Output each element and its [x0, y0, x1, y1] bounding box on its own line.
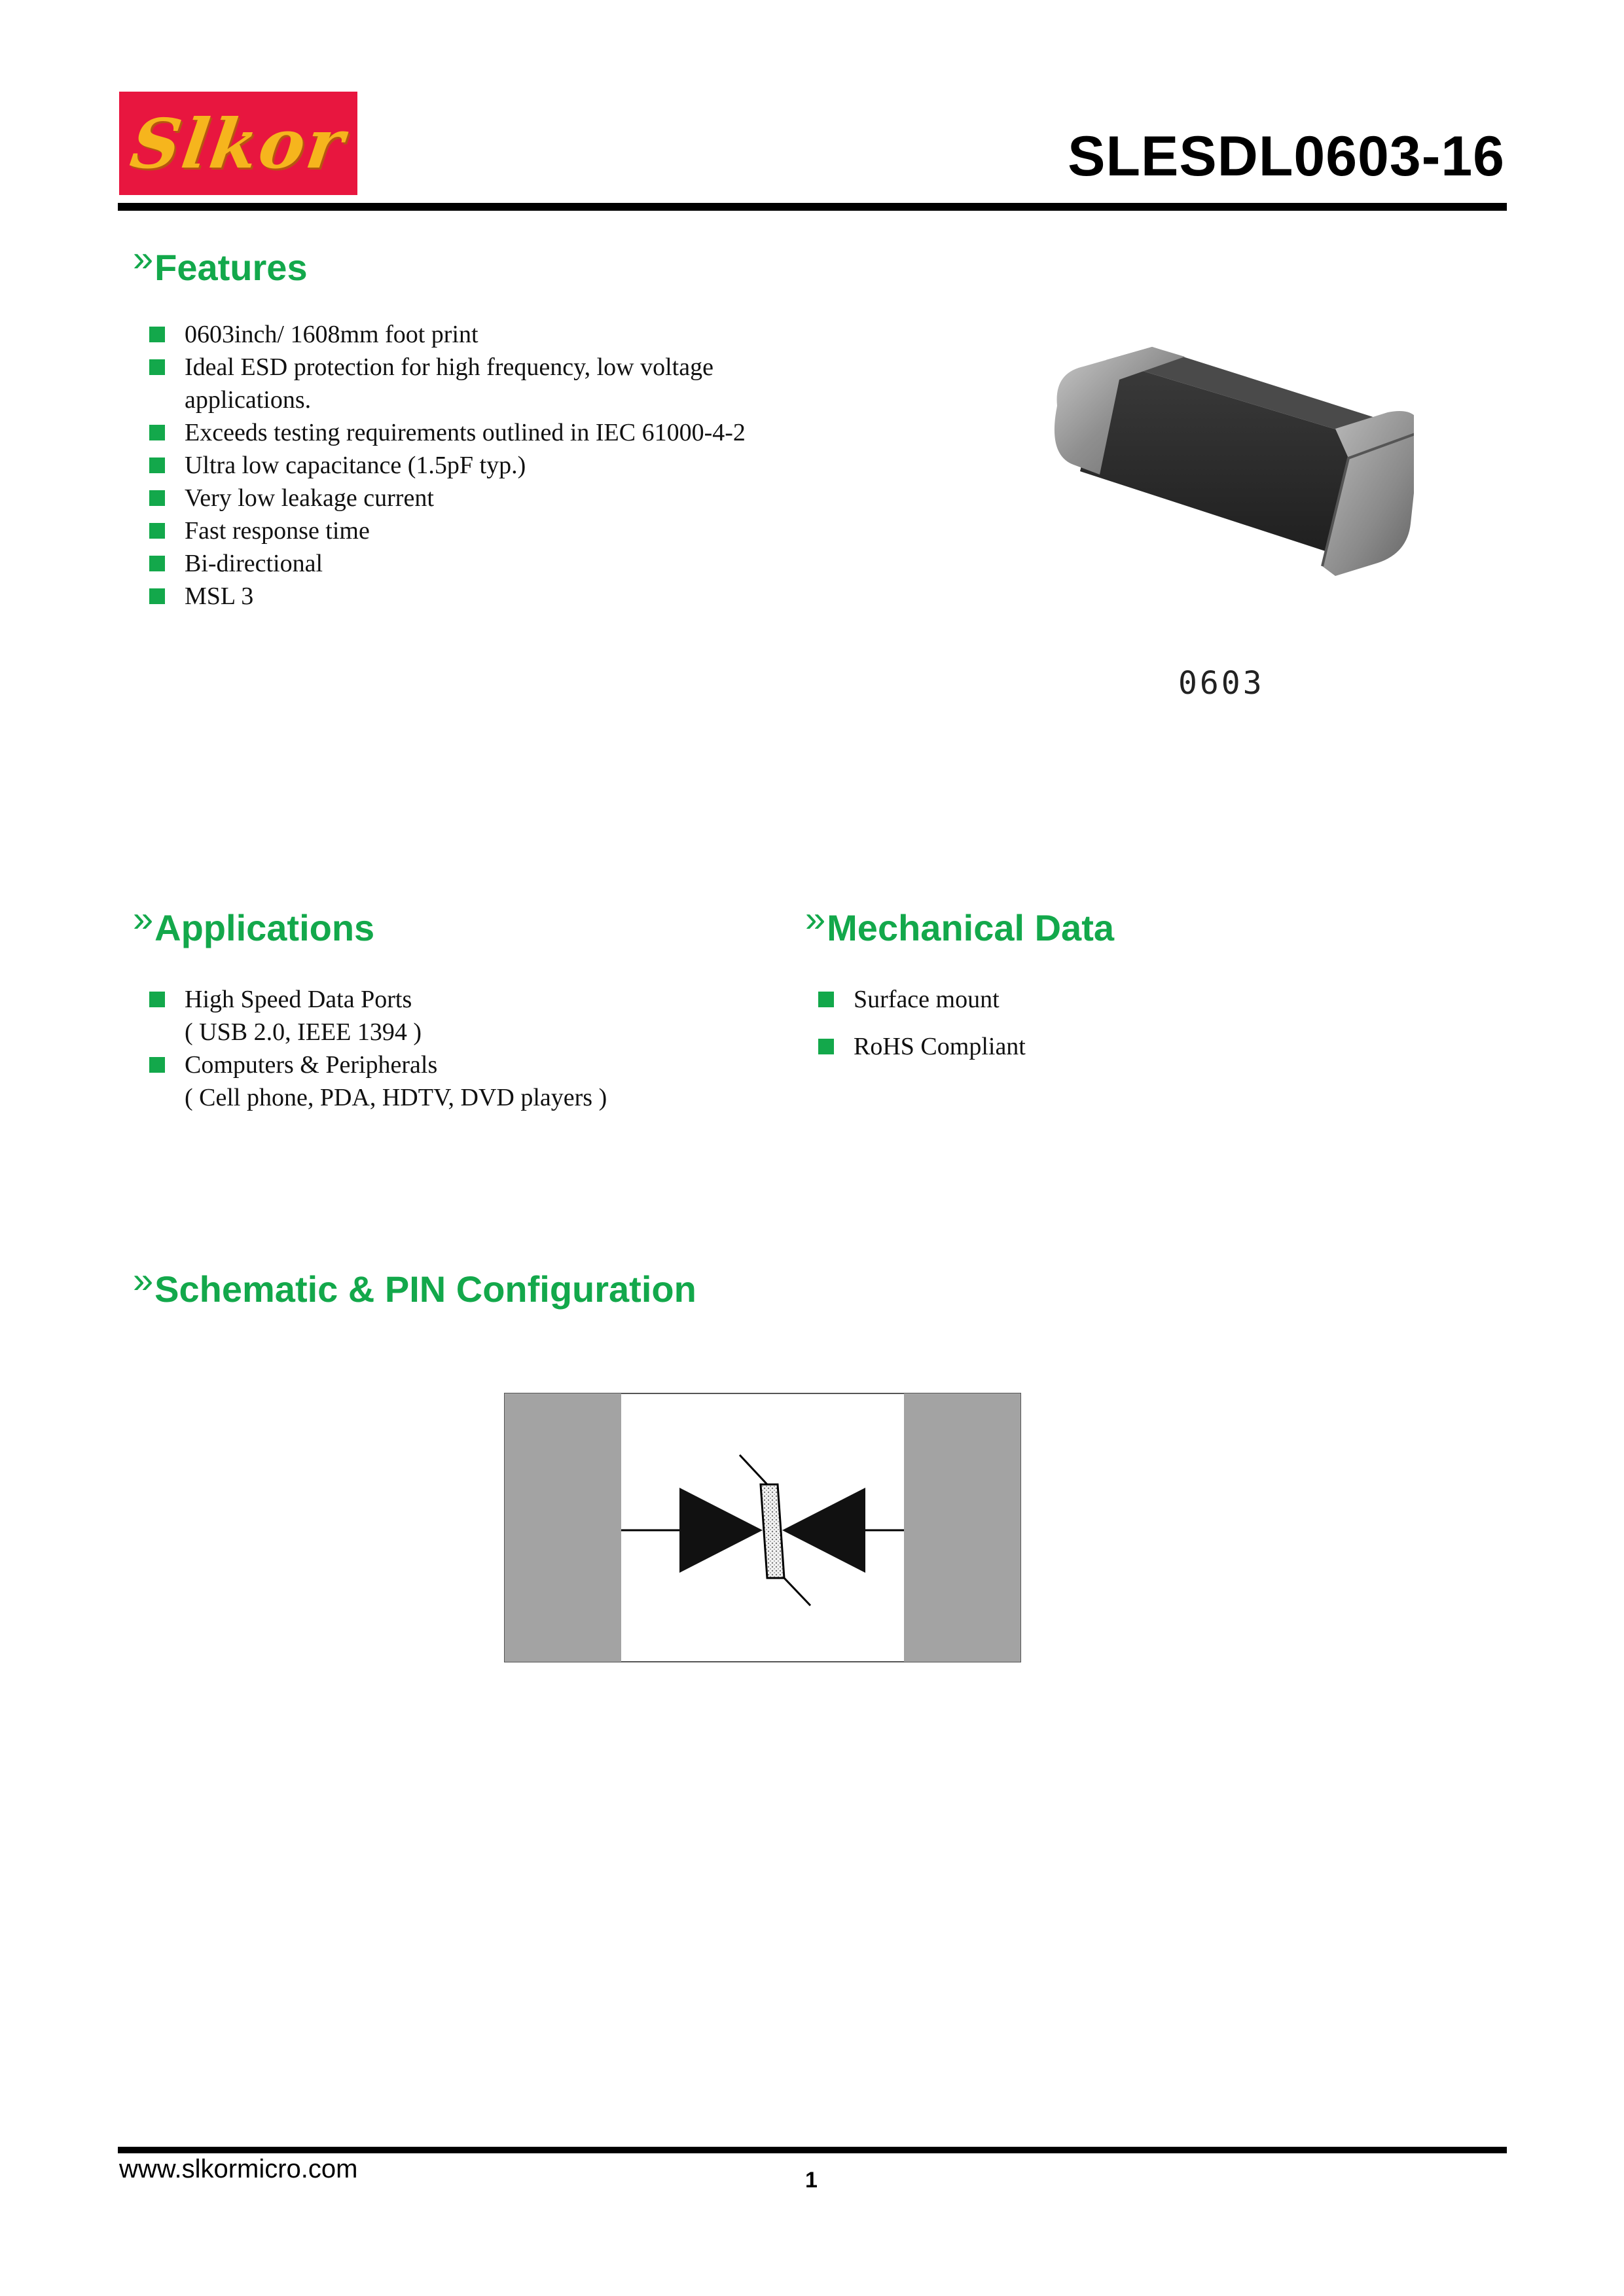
applications-heading: »Applications — [133, 898, 375, 948]
list-item-text: Ultra low capacitance (1.5pF typ.) — [185, 452, 526, 479]
list-item — [128, 449, 901, 482]
features-list — [128, 318, 901, 613]
part-number-title: SLESDL0603-16 — [1068, 125, 1505, 188]
list-item — [128, 580, 901, 613]
square-bullet-icon — [149, 457, 165, 473]
list-item-text: ( Cell phone, PDA, HDTV, DVD players ) — [185, 1084, 607, 1111]
list-item-text: ( USB 2.0, IEEE 1394 ) — [185, 1018, 422, 1046]
square-bullet-icon — [149, 523, 165, 539]
list-item — [128, 318, 901, 351]
list-item — [128, 983, 783, 1049]
list-item — [128, 547, 901, 580]
list-item-text: High Speed Data Ports — [185, 986, 412, 1013]
chevron-double-right-icon: » — [133, 898, 154, 939]
list-item — [128, 416, 901, 449]
list-item — [128, 351, 901, 416]
list-item-text: Very low leakage current — [185, 484, 434, 512]
list-item-text: Exceeds testing requirements outlined in IEC 61000-4-2 — [185, 419, 746, 446]
package-label: 0603 — [1178, 665, 1265, 702]
list-item — [128, 514, 901, 547]
square-bullet-icon — [149, 327, 165, 342]
list-item — [128, 1049, 783, 1114]
list-item-text: RoHS Compliant — [854, 1033, 1026, 1060]
brand-logo — [119, 92, 357, 195]
square-bullet-icon — [149, 588, 165, 604]
square-bullet-icon — [149, 992, 165, 1007]
chevron-double-right-icon: » — [133, 1259, 154, 1300]
mechanical-data-heading: »Mechanical Data — [805, 898, 1114, 948]
page-number: 1 — [805, 2168, 818, 2193]
square-bullet-icon — [149, 490, 165, 506]
square-bullet-icon — [818, 992, 834, 1007]
applications-list — [128, 983, 783, 1114]
square-bullet-icon — [149, 359, 165, 375]
chevron-double-right-icon: » — [133, 238, 154, 279]
header-divider — [118, 203, 1507, 211]
list-item-text: Ideal ESD protection for high frequency, low voltage — [185, 353, 713, 381]
smd-chip-image — [1021, 334, 1414, 583]
square-bullet-icon — [818, 1039, 834, 1054]
list-item-text: Fast response time — [185, 517, 370, 545]
list-item-text: applications. — [185, 386, 312, 414]
square-bullet-icon — [149, 556, 165, 571]
list-item — [797, 983, 1386, 1016]
pin-2-pad — [904, 1393, 1020, 1662]
schematic-heading: »Schematic & PIN Configuration — [133, 1259, 696, 1310]
list-item-text: Computers & Peripherals — [185, 1051, 438, 1079]
list-item-text: Surface mount — [854, 986, 1000, 1013]
square-bullet-icon — [149, 425, 165, 440]
pin-1-pad — [505, 1393, 621, 1662]
list-item-text: MSL 3 — [185, 583, 254, 610]
list-item — [128, 482, 901, 514]
list-item-text: Bi-directional — [185, 550, 323, 577]
square-bullet-icon — [149, 1057, 165, 1073]
chevron-double-right-icon: » — [805, 898, 826, 939]
footer-divider — [118, 2147, 1507, 2153]
list-item — [797, 1030, 1386, 1063]
footer-website-link[interactable]: www.slkormicro.com — [119, 2155, 358, 2183]
mechanical-data-list — [797, 983, 1386, 1063]
list-item-text: 0603inch/ 1608mm foot print — [185, 321, 478, 348]
brand-logo-text: Slkor — [126, 103, 351, 184]
bidirectional-tvs-diode-symbol — [504, 1393, 1021, 1662]
features-heading: »Features — [133, 238, 308, 288]
